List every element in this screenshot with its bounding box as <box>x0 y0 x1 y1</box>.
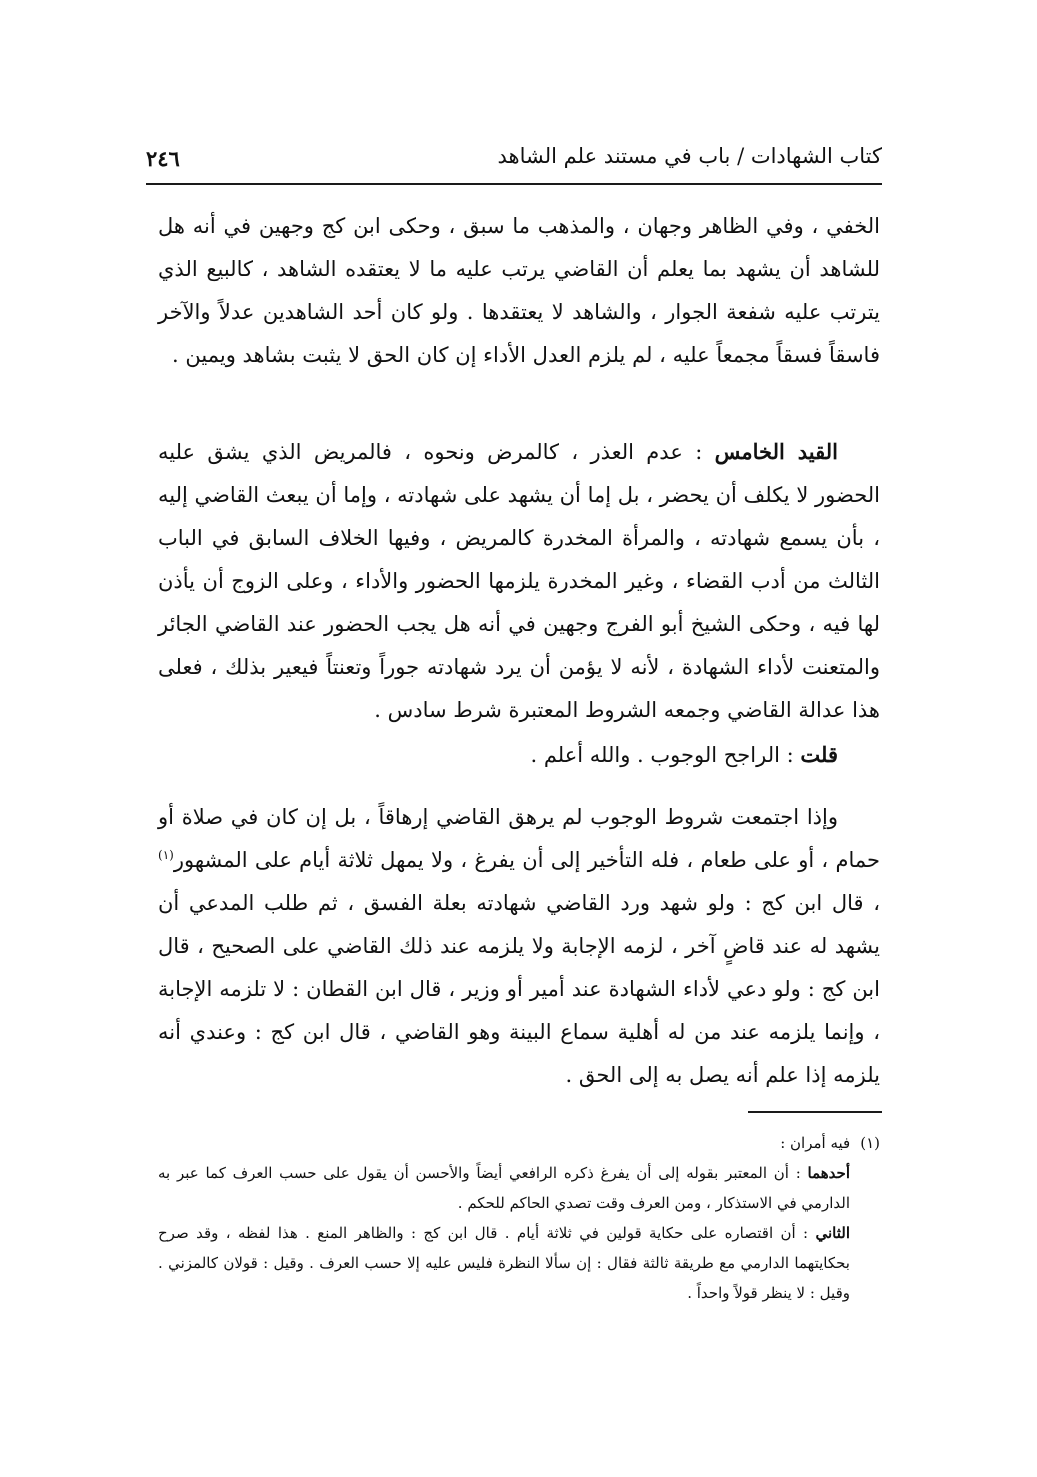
header-title: كتاب الشهادات / باب في مستند علم الشاهد <box>497 144 882 168</box>
footnote-item-1-text: : أن المعتبر بقوله إلى أن يفرغ ذكره الرافعي أيضاً والأحسن أن يقول على حسب العرف كما عبر به الدارمي في الاستذكار ، ومن العرف وقت تصدي الحاكم للحكم . <box>158 1164 850 1212</box>
footnotes <box>158 1128 880 1308</box>
paragraph-3-lead: قلت <box>800 742 838 767</box>
paragraph-4-text-b: ، قال ابن كج : ولو شهد ورد القاضي شهادته بعلة الفسق ، ثم طلب المدعي أن يشهد له عند قاضٍ آخر ، لزمه الإجابة ولا يلزمه عند ذلك القاضي على الصحيح ، قال ابن كج : ولو دعي لأداء الشهادة عند أمير أو وزير ، قال ابن القطان : لا تلزمه الإجابة ، وإنما يلزمه عند من له أهلية سماع البينة وهو القاضي ، قال ابن كج : وعندي أنه يلزمه إذا علم أنه يصل به إلى الحق . <box>158 891 880 1087</box>
paragraph-4 <box>158 796 880 1097</box>
footnote-item-1 <box>158 1158 880 1218</box>
header-divider <box>146 183 882 185</box>
paragraph-4-text-a: وإذا اجتمعت شروط الوجوب لم يرهق القاضي إرهاقاً ، بل إن كان في صلاة أو حمام ، أو على طعام ، فله التأخير إلى أن يفرغ ، ولا يمهل ثلاثة أيام على المشهور <box>158 805 880 872</box>
footnote-item-2 <box>158 1218 880 1308</box>
footnote-divider <box>748 1111 882 1113</box>
paragraph-3-text: : الراجح الوجوب . والله أعلم . <box>530 743 801 767</box>
footnote-intro: فيه أمران : <box>780 1134 851 1152</box>
footnote-number: (١) <box>860 1134 880 1152</box>
paragraph-2-text: : عدم العذر ، كالمرض ونحوه ، فالمريض الذي يشق عليه الحضور لا يكلف أن يحضر ، بل إما أن يشهد على شهادته ، وإما أن يبعث القاضي إليه ، بأن يسمع شهادته ، والمرأة المخدرة كالمريض ، وفيها الخلاف السابق في الباب الثالث من أدب القضاء ، وغير المخدرة يلزمها الحضور والأداء ، وعلى الزوج أن يأذن لها فيه ، وحكى الشيخ أبو الفرج وجهين في أنه هل يجب الحضور عند القاضي الجائر والمتعنت لأداء الشهادة ، لأنه لا يؤمن أن يرد شهادته جوراً وتعنتاً فيعير بذلك ، فعلى هذا عدالة القاضي وجمعه الشروط المعتبرة شرط سادس . <box>158 440 880 722</box>
footnote-heading <box>158 1128 880 1158</box>
footnote-item-2-label: الثاني <box>815 1224 850 1242</box>
paragraph-1: الخفي ، وفي الظاهر وجهان ، والمذهب ما سبق ، وحكى ابن كج وجهين في أنه هل للشاهد أن يشهد بما يعلم أن القاضي يرتب عليه ما لا يعتقده الشاهد ، كالبيع الذي يترتب عليه شفعة الجوار ، والشاهد لا يعتقدها . ولو كان أحد الشاهدين عدلاً والآخر فاسقاً فسقاً مجمعاً عليه ، لم يلزم العدل الأداء إن كان الحق لا يثبت بشاهد ويمين . <box>158 214 880 367</box>
paragraph-2-lead: القيد الخامس <box>714 439 838 464</box>
footnote-item-1-label: أحدهما <box>807 1164 850 1182</box>
paragraph-2 <box>158 430 880 732</box>
paragraph-3 <box>158 733 880 777</box>
running-header <box>146 138 882 182</box>
footnote-reference[interactable]: (١) <box>158 848 174 862</box>
footnote-item-2-text: : أن اقتصاره على حكاية قولين في ثلاثة أيام . قال ابن كج : والظاهر المنع . هذا لفظه ، وقد صرح بحكايتهما الدارمي مع طريقة ثالثة فقال : إن سألا النظرة فليس عليه إلا حسب العرف . وقيل : قولان كالمزني . وقيل : لا ينظر قولاً واحداً . <box>158 1224 850 1302</box>
page-number: ٢٤٦ <box>146 146 180 171</box>
